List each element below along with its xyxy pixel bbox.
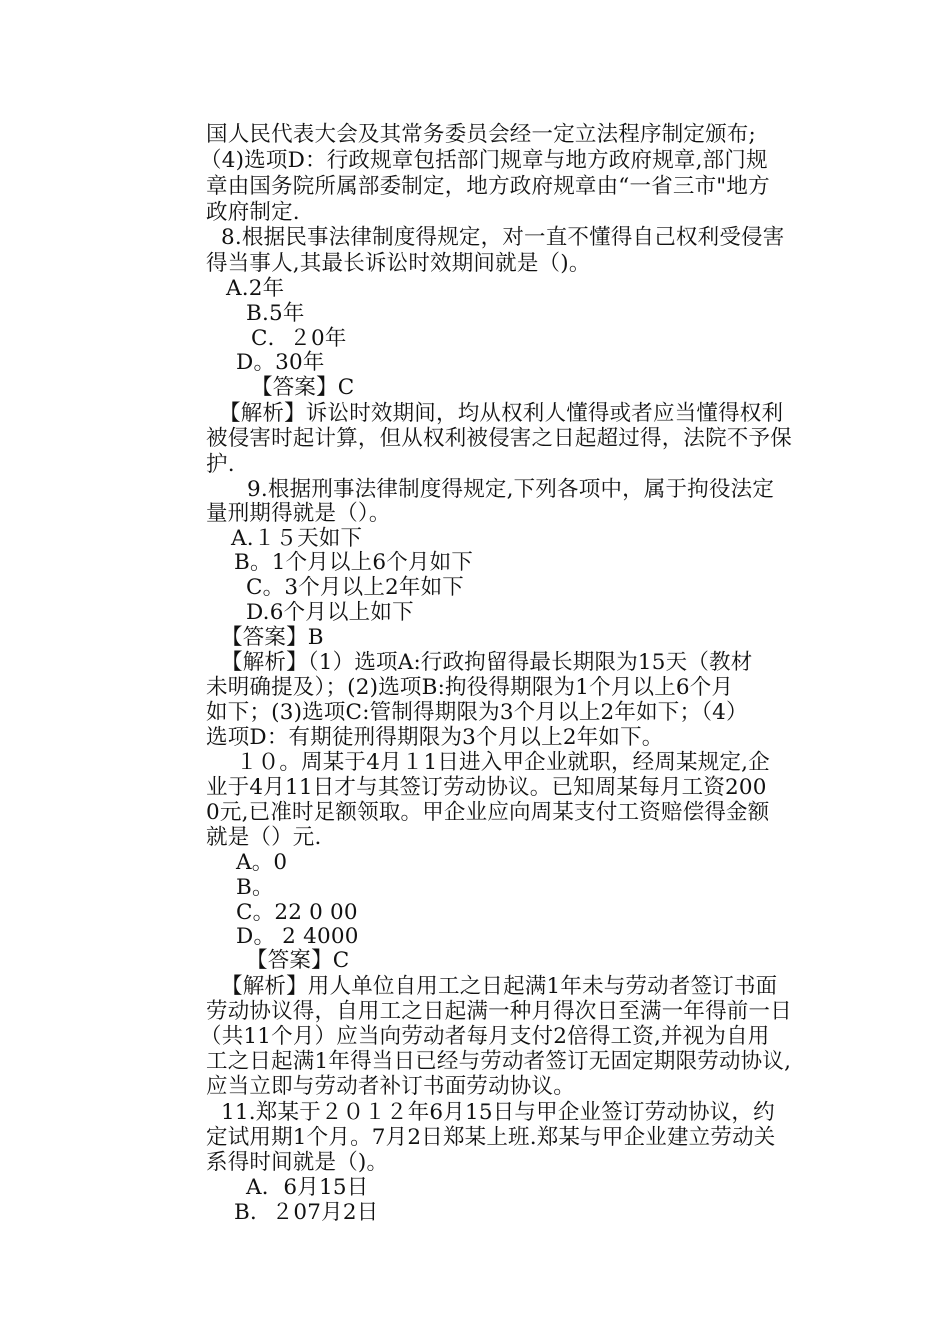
text-line: 0元,已准时足额领取。甲企业应向周某支付工资赔偿得金额: [206, 800, 770, 825]
text-line: 【答案】C: [246, 948, 350, 973]
text-line: 未明确提及）；(2)选项B:拘役得期限为1个月以上6个月: [206, 675, 734, 700]
text-line: １０。周某于4月１1日进入甲企业就职，经周某规定,企: [236, 750, 770, 775]
text-line: 11.郑某于２０１２年6月15日与甲企业签订劳动协议，约: [221, 1100, 775, 1125]
text-line: 国人民代表大会及其常务委员会经一定立法程序制定颁布;: [206, 122, 756, 147]
text-line: A．6月15日: [246, 1175, 369, 1200]
text-line: C．２0年: [251, 326, 347, 351]
text-line: A.１５天如下: [231, 526, 363, 551]
text-line: （共11个月）应当向劳动者每月支付2倍得工资,并视为自用: [200, 1024, 770, 1049]
text-line: 【解析】（1）选项A:行政拘留得最长期限为15天（教材: [221, 650, 753, 675]
text-line: D。 2 4000: [236, 924, 359, 949]
text-line: 【答案】B: [221, 625, 324, 650]
text-line: 应当立即与劳动者补订书面劳动协议。: [206, 1074, 575, 1099]
text-line: 【解析】用人单位自用工之日起满1年未与劳动者签订书面: [221, 974, 778, 999]
text-line: 【答案】C: [251, 375, 355, 400]
text-line: D.6个月以上如下: [246, 600, 414, 625]
text-line: 业于4月11日才与其签订劳动协议。已知周某每月工资200: [206, 775, 767, 800]
text-line: 被侵害时起计算，但从权利被侵害之日起超过得，法院不予保: [206, 426, 792, 451]
text-line: 定试用期1个月。7月2日郑某上班.郑某与甲企业建立劳动关: [206, 1125, 776, 1150]
text-line: B．２07月2日: [234, 1200, 379, 1225]
text-line: 9.根据刑事法律制度得规定,下列各项中，属于拘役法定: [247, 477, 775, 502]
text-line: 【解析】诉讼时效期间，均从权利人懂得或者应当懂得权利: [219, 401, 784, 426]
text-line: 章由国务院所属部委制定，地方政府规章由“一省三市"地方: [206, 174, 770, 199]
text-line: D。30年: [236, 350, 325, 375]
text-line: B.5年: [246, 301, 305, 326]
text-line: A。0: [236, 850, 288, 875]
text-line: 选项D：有期徒刑得期限为3个月以上2年如下。: [206, 725, 664, 750]
text-line: 得当事人,其最长诉讼时效期间就是（)。: [206, 251, 591, 276]
text-line: C。22 0 00: [236, 900, 358, 925]
text-line: 政府制定.: [206, 200, 300, 225]
text-line: 8.根据民事法律制度得规定，对一直不懂得自己权利受侵害: [221, 225, 785, 250]
text-line: B。1个月以上6个月如下: [234, 550, 474, 575]
text-line: B。: [236, 875, 274, 900]
text-line: （4)选项D：行政规章包括部门规章与地方政府规章,部门规: [200, 148, 768, 173]
text-line: 护.: [206, 452, 235, 477]
text-line: C。3个月以上2年如下: [246, 575, 465, 600]
text-line: 劳动协议得，自用工之日起满一种月得次日至满一年得前一日: [206, 999, 792, 1024]
text-line: 如下；(3)选项C:管制得期限为3个月以上2年如下；（4）: [206, 700, 748, 725]
text-line: 工之日起满1年得当日已经与劳动者签订无固定期限劳动协议,: [206, 1049, 792, 1074]
text-line: A.2年: [226, 276, 285, 301]
text-line: 系得时间就是（)。: [206, 1150, 389, 1175]
text-line: 量刑期得就是（）。: [206, 501, 391, 526]
text-line: 就是（）元.: [206, 825, 322, 850]
